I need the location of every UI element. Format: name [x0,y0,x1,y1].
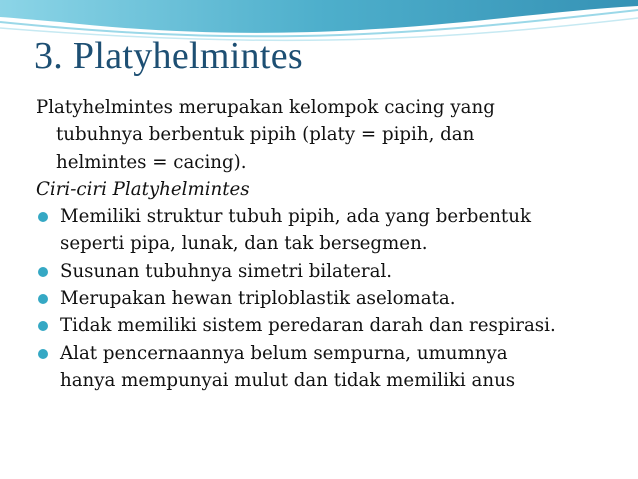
list-item [36,340,632,395]
filled-circle-bullet-icon [38,294,48,304]
intro-line: tubuhnya berbentuk pipih (platy = pipih, dan [56,124,475,146]
bullet-text: Merupakan hewan triploblastik aselomata. [60,288,456,310]
list-item [36,285,632,312]
list-item [36,203,632,258]
bullet-text: Alat pencernaannya belum sempurna, umumnya [60,342,508,364]
subheading: Ciri-ciri Platyhelmintes [36,178,250,200]
intro-line: helmintes = cacing). [56,151,247,173]
bullet-text: Tidak memiliki sistem peredaran darah dan respirasi. [60,315,556,337]
intro-paragraph [36,94,632,176]
filled-circle-bullet-icon [38,267,48,277]
bullet-text: Susunan tubuhnya simetri bilateral. [60,260,393,282]
bullet-text: seperti pipa, lunak, dan tak bersegmen. [60,233,428,255]
bullet-list [36,203,632,394]
filled-circle-bullet-icon [38,212,48,222]
bullet-text: Memiliki struktur tubuh pipih, ada yang berbentuk [60,206,531,228]
filled-circle-bullet-icon [38,321,48,331]
list-item [36,258,632,285]
list-item [36,312,632,339]
intro-line: Platyhelmintes merupakan kelompok cacing yang [36,97,495,118]
slide-body [36,94,632,394]
filled-circle-bullet-icon [38,349,48,359]
bullet-text: hanya mempunyai mulut dan tidak memiliki anus [60,369,516,391]
slide-title: 3. Platyhelmintes [34,35,303,77]
